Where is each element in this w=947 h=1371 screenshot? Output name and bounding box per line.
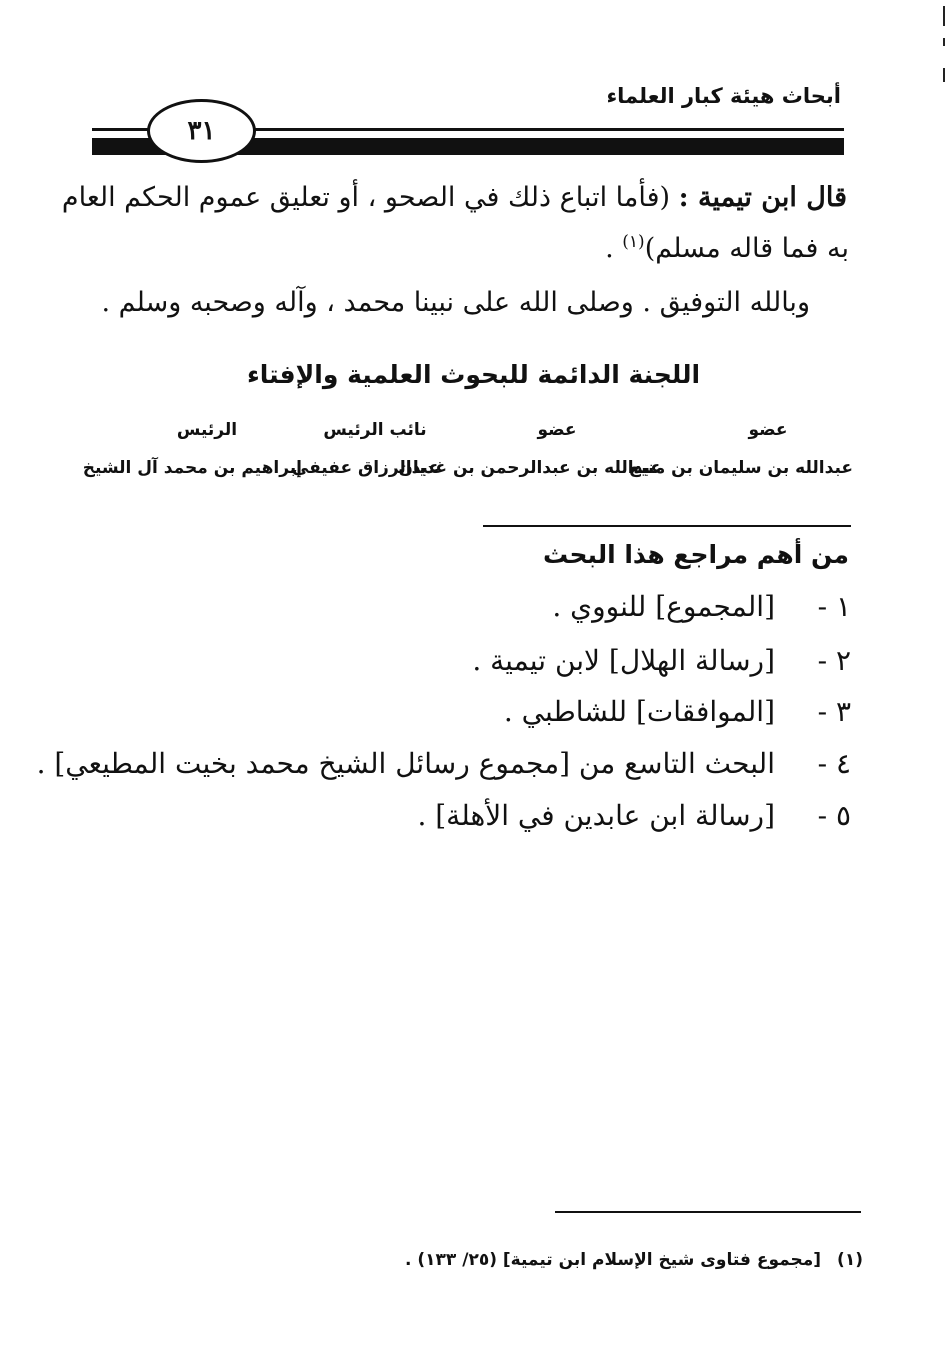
scan-edge-mark	[943, 38, 945, 46]
page-number-text: ٣١	[187, 116, 216, 146]
signatory-role: عضو	[748, 420, 788, 440]
reference-text: [رسالة الهلال] لابن تيمية .	[472, 644, 775, 677]
reference-text: البحث التاسع من [مجموع رسائل الشيخ محمد بخيت المطيعي] .	[36, 747, 775, 780]
reference-item	[504, 695, 851, 728]
signatory-3	[291, 420, 440, 478]
page-number	[147, 99, 256, 163]
scan-edge-mark	[943, 68, 945, 82]
references-heading: من أهم مراجع هذا البحث	[543, 540, 849, 569]
signatory-name: عبدالرزاق عفيفي	[291, 458, 440, 478]
reference-number: ١ -	[817, 590, 851, 623]
reference-item	[472, 644, 851, 677]
quote-speaker: قال ابن تيمية :	[678, 182, 847, 213]
signatory-role: الرئيس	[176, 420, 238, 440]
signatory-name: إبراهيم بن محمد آل الشيخ	[82, 458, 302, 478]
reference-number: ٥ -	[817, 799, 851, 832]
signatory-1	[629, 420, 853, 478]
reference-number: ٣ -	[817, 695, 851, 728]
reference-text: [المجموع] للنووي .	[552, 590, 775, 623]
scan-edge-mark	[943, 6, 945, 26]
quote-terminator: .	[605, 233, 623, 264]
signatory-role: نائب الرئيس	[323, 420, 427, 440]
reference-number: ٤ -	[817, 747, 851, 780]
reference-item	[552, 590, 851, 623]
committee-title: اللجنة الدائمة للبحوث العلمية والإفتاء	[246, 360, 701, 389]
signatory-role: عضو	[537, 420, 577, 440]
signatory-name: عبدالله بن عبدالرحمن بن غديان	[398, 458, 662, 478]
footnote-rule	[555, 1211, 861, 1213]
signatory-4	[82, 420, 302, 478]
reference-text: [الموافقات] للشاطبي .	[503, 695, 775, 728]
footnote-text: [مجموع فتاوى شيخ الإسلام ابن تيمية] (٢٥/ ١٣٣) .	[405, 1250, 822, 1270]
quote-text: (فأما اتباع ذلك في الصحو ، أو تعليق عموم الحكم العام	[61, 182, 679, 213]
reference-number: ٢ -	[817, 644, 851, 677]
quote-text-end: به فما قاله مسلم)	[644, 233, 849, 264]
signatory-2	[398, 420, 662, 478]
running-title: أبحاث هيئة كبار العلماء	[606, 84, 841, 108]
footnote-reference: (١)	[622, 232, 645, 252]
reference-text: [رسالة ابن عابدين في الأهلة] .	[417, 799, 775, 832]
references-rule	[483, 525, 851, 527]
reference-item	[417, 799, 851, 832]
reference-item	[37, 747, 851, 780]
body-line-1	[62, 182, 847, 213]
signatory-name: عبدالله بن سليمان بن منيع	[629, 458, 853, 478]
footnote	[405, 1250, 863, 1270]
footnote-number: (١)	[837, 1250, 863, 1270]
body-line-2	[605, 232, 849, 264]
closing-line: وبالله التوفيق . وصلى الله على نبينا محمد ، وآله وصحبه وسلم .	[101, 287, 810, 318]
